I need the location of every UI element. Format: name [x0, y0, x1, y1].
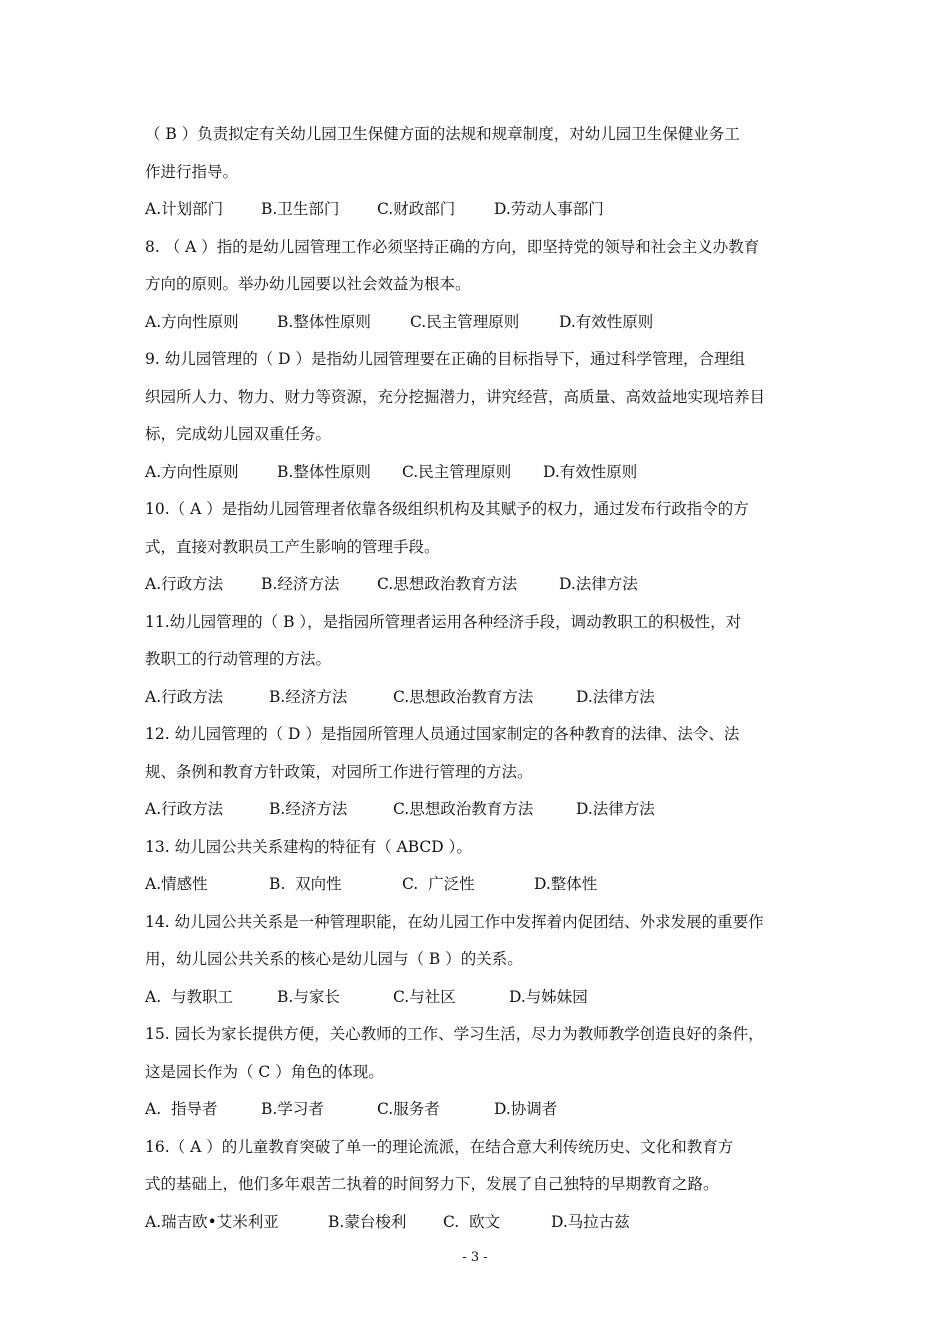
option: D.协调者 [494, 1100, 558, 1118]
option: A.瑞吉欧•艾米利亚 [145, 1212, 279, 1231]
question-line: 13. 幼儿园公共关系建构的特征有（ ABCD ）。 [145, 837, 472, 856]
options-row [145, 1204, 810, 1242]
option: A.行政方法 [145, 575, 224, 593]
question-line: 15. 园长为家长提供方便，关心教师的工作、学习生活，尽力为教师教学创造良好的条件， [145, 1025, 764, 1043]
question-line: 11.幼儿园管理的（ B ），是指园所管理者运用各种经济手段，调动教职工的积极性，对 [145, 612, 742, 631]
options-row [145, 454, 810, 492]
option: B.与家长 [277, 987, 340, 1006]
option: B.经济方法 [269, 800, 348, 818]
question-line: 这是园长作为（ C ）角色的体现。 [145, 1062, 384, 1081]
option: D.有效性原则 [543, 462, 638, 481]
option: A.方向性原则 [145, 462, 239, 481]
option: D.马拉古兹 [551, 1212, 630, 1231]
option: A.行政方法 [145, 687, 224, 706]
question-line: 织园所人力、物力、财力等资源，充分挖掘潜力，讲究经营，高质量、高效益地实现培养目 [145, 387, 766, 406]
options-row [145, 191, 810, 229]
question-line: 16.（ A ）的儿童教育突破了单一的理论流派，在结合意大利传统历史、文化和教育方 [145, 1137, 734, 1156]
options-row [145, 304, 810, 342]
option: C.民主管理原则 [410, 312, 520, 331]
option: C.服务者 [377, 1100, 440, 1118]
option: C.思想政治教育方法 [393, 800, 534, 818]
option: A.行政方法 [145, 800, 224, 818]
question-line: 标，完成幼儿园双重任务。 [145, 425, 332, 443]
question-line: 14. 幼儿园公共关系是一种管理职能，在幼儿园工作中发挥着内促团结、外求发展的重要作 [145, 912, 764, 931]
option: B.学习者 [261, 1100, 324, 1118]
options-row [145, 979, 810, 1017]
option: A. 指导者 [145, 1100, 218, 1118]
option: A.情感性 [145, 875, 208, 893]
option: C.思想政治教育方法 [377, 575, 518, 593]
question-line: 10.（ A ）是指幼儿园管理者依靠各级组织机构及其赋予的权力，通过发布行政指令的方 [145, 500, 749, 518]
options-row [145, 866, 810, 904]
options-row [145, 1091, 810, 1129]
option: A.方向性原则 [145, 312, 239, 331]
question-line: 式的基础上，他们多年艰苦二执着的时间努力下，发展了自己独特的早期教育之路。 [145, 1175, 719, 1193]
option: B.整体性原则 [277, 312, 371, 331]
options-row [145, 566, 810, 604]
option: B.卫生部门 [261, 200, 340, 218]
option: D.法律方法 [576, 687, 655, 706]
option: B.经济方法 [269, 687, 348, 706]
option: A. 与教职工 [145, 987, 233, 1006]
option: C.财政部门 [377, 200, 456, 218]
option: B.整体性原则 [277, 462, 371, 481]
question-line: 教职工的行动管理的方法。 [145, 650, 332, 668]
option: C.民主管理原则 [402, 462, 512, 481]
question-line: 9. 幼儿园管理的（ D ）是指幼儿园管理要在正确的目标指导下，通过科学管理，合理组 [145, 350, 745, 368]
document-body [145, 116, 810, 1241]
page-number: - 3 - [462, 1250, 488, 1265]
option: C.与社区 [393, 987, 456, 1006]
question-line: 8. （ A ）指的是幼儿园管理工作必须坚持正确的方向，即坚持党的领导和社会主义办教育 [145, 237, 760, 256]
option: D.有效性原则 [559, 312, 654, 331]
option: C. 欧文 [443, 1212, 501, 1231]
option: D.法律方法 [559, 575, 638, 593]
option: A.计划部门 [145, 200, 224, 218]
question-line: 用，幼儿园公共关系的核心是幼儿园与（ B ）的关系。 [145, 950, 523, 968]
question-line: 规、条例和教育方针政策，对园所工作进行管理的方法。 [145, 762, 533, 781]
question-line: （ B ）负责拟定有关幼儿园卫生保健方面的法规和规章制度，对幼儿园卫生保健业务工 [145, 125, 740, 143]
option: D.与姊妹园 [509, 987, 588, 1006]
question-line: 12. 幼儿园管理的（ D ）是指园所管理人员通过国家制定的各种教育的法律、法令、法 [145, 725, 740, 743]
option: C. 广泛性 [402, 875, 475, 893]
option: B.蒙台梭利 [328, 1212, 407, 1231]
option: B. 双向性 [269, 875, 342, 893]
options-row [145, 791, 810, 829]
option: C.思想政治教育方法 [393, 687, 534, 706]
question-line: 方向的原则。举办幼儿园要以社会效益为根本。 [145, 275, 471, 293]
question-line: 作进行指导。 [145, 162, 239, 181]
options-row [145, 679, 810, 717]
option: B.经济方法 [261, 575, 340, 593]
option: D.劳动人事部门 [494, 200, 604, 218]
option: D.整体性 [534, 875, 598, 893]
question-line: 式，直接对教职员工产生影响的管理手段。 [145, 537, 440, 556]
option: D.法律方法 [576, 800, 655, 818]
